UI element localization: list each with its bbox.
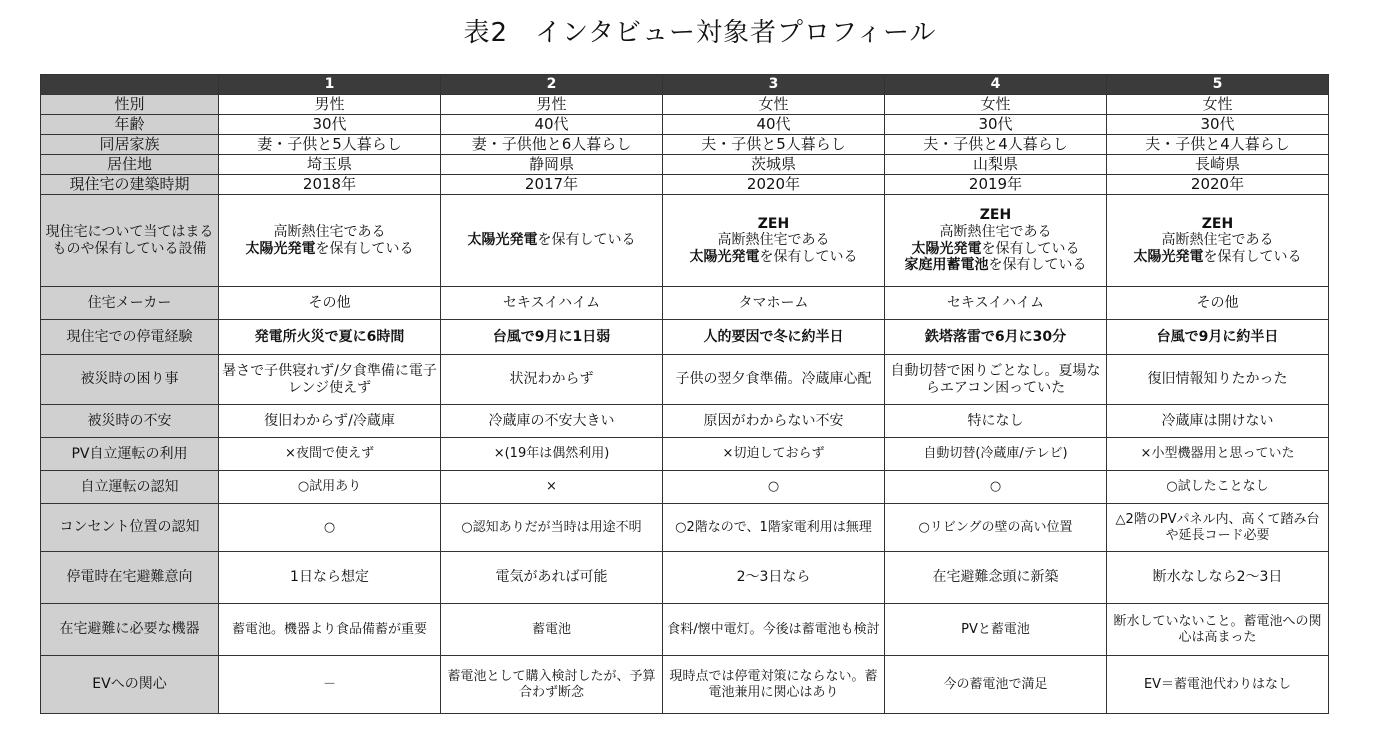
row-age bbox=[41, 115, 1329, 135]
cell-line: を保有している bbox=[759, 248, 858, 265]
cell-bold: 太陽光発電 bbox=[689, 248, 760, 265]
row-residence bbox=[41, 155, 1329, 175]
cell: 復旧情報知りたかった bbox=[1107, 355, 1329, 405]
row-label: 自立運転の認知 bbox=[41, 471, 219, 504]
cell: 2018年 bbox=[219, 175, 441, 195]
cell: 自動切替(冷蔵庫/テレビ) bbox=[885, 438, 1107, 471]
cell: PVと蓄電池 bbox=[885, 604, 1107, 656]
cell: セキスイハイム bbox=[441, 287, 663, 320]
row-label: 現住宅の建築時期 bbox=[41, 175, 219, 195]
cell: 女性 bbox=[885, 95, 1107, 115]
row-outlet bbox=[41, 504, 1329, 552]
row-label: コンセント位置の認知 bbox=[41, 504, 219, 552]
cell: 子供の翌夕食準備。冷蔵庫心配 bbox=[663, 355, 885, 405]
row-label: 停電時在宅避難意向 bbox=[41, 552, 219, 604]
cell bbox=[1107, 195, 1329, 287]
cell-line: 高断熱住宅である bbox=[717, 232, 830, 249]
row-label: 現住宅について当てはまるものや保有している設備 bbox=[41, 195, 219, 287]
cell: その他 bbox=[1107, 287, 1329, 320]
cell-bold: 太陽光発電 bbox=[467, 232, 538, 249]
row-label: 現住宅での停電経験 bbox=[41, 320, 219, 355]
header-col-4: 4 bbox=[885, 75, 1107, 95]
cell: 30代 bbox=[885, 115, 1107, 135]
cell: 蓄電池。機器より食品備蓄が重要 bbox=[219, 604, 441, 656]
cell: 冷蔵庫の不安大きい bbox=[441, 405, 663, 438]
cell-bold: ZEH bbox=[979, 207, 1012, 224]
cell: 夫・子供と4人暮らし bbox=[1107, 135, 1329, 155]
cell-line: 高断熱住宅である bbox=[273, 223, 386, 240]
row-pv-aware bbox=[41, 471, 1329, 504]
cell: 特になし bbox=[885, 405, 1107, 438]
cell: 食料/懐中電灯。今後は蓄電池も検討 bbox=[663, 604, 885, 656]
cell: ○試用あり bbox=[219, 471, 441, 504]
cell: ×夜間で使えず bbox=[219, 438, 441, 471]
cell-line: を保有している bbox=[981, 240, 1080, 257]
cell-bold: ZEH bbox=[1201, 215, 1234, 232]
row-equipment bbox=[41, 195, 1329, 287]
header-corner bbox=[41, 75, 219, 95]
cell: 2019年 bbox=[885, 175, 1107, 195]
header-col-2: 2 bbox=[441, 75, 663, 95]
cell: 静岡県 bbox=[441, 155, 663, 175]
cell-bold: 太陽光発電 bbox=[245, 240, 316, 257]
profile-table bbox=[40, 74, 1329, 714]
row-ev bbox=[41, 656, 1329, 714]
cell: 40代 bbox=[441, 115, 663, 135]
cell: 2020年 bbox=[663, 175, 885, 195]
cell: 男性 bbox=[441, 95, 663, 115]
table-title: 表2 インタビュー対象者プロフィール bbox=[463, 18, 937, 48]
cell: タマホーム bbox=[663, 287, 885, 320]
row-family bbox=[41, 135, 1329, 155]
cell: 山梨県 bbox=[885, 155, 1107, 175]
cell: EV＝蓄電池代わりはなし bbox=[1107, 656, 1329, 714]
cell: 人的要因で冬に約半日 bbox=[663, 320, 885, 355]
cell: 復旧わからず/冷蔵庫 bbox=[219, 405, 441, 438]
row-label: 被災時の不安 bbox=[41, 405, 219, 438]
cell: ×(19年は偶然利用) bbox=[441, 438, 663, 471]
cell: 妻・子供他と6人暮らし bbox=[441, 135, 663, 155]
cell: ×小型機器用と思っていた bbox=[1107, 438, 1329, 471]
row-label: 居住地 bbox=[41, 155, 219, 175]
cell-line: を保有している bbox=[537, 232, 636, 249]
cell: 台風で9月に約半日 bbox=[1107, 320, 1329, 355]
row-trouble bbox=[41, 355, 1329, 405]
cell: 40代 bbox=[663, 115, 885, 135]
cell: 電気があれば可能 bbox=[441, 552, 663, 604]
cell-line: を保有している bbox=[988, 257, 1087, 274]
cell: ○認知ありだが当時は用途不明 bbox=[441, 504, 663, 552]
header-col-5: 5 bbox=[1107, 75, 1329, 95]
cell bbox=[219, 195, 441, 287]
cell: 女性 bbox=[663, 95, 885, 115]
cell: 台風で9月に1日弱 bbox=[441, 320, 663, 355]
cell: － bbox=[219, 656, 441, 714]
row-anxiety bbox=[41, 405, 1329, 438]
cell: 2020年 bbox=[1107, 175, 1329, 195]
cell: 長崎県 bbox=[1107, 155, 1329, 175]
cell: 2～3日なら bbox=[663, 552, 885, 604]
cell-bold: 太陽光発電 bbox=[1133, 248, 1204, 265]
cell: 断水していないこと。蓄電池への関心は高まった bbox=[1107, 604, 1329, 656]
row-label: 年齢 bbox=[41, 115, 219, 135]
cell: その他 bbox=[219, 287, 441, 320]
cell-line: を保有している bbox=[315, 240, 414, 257]
cell: ○リビングの壁の高い位置 bbox=[885, 504, 1107, 552]
cell bbox=[663, 195, 885, 287]
cell: 蓄電池として購入検討したが、予算合わず断念 bbox=[441, 656, 663, 714]
row-stay bbox=[41, 552, 1329, 604]
cell: 埼玉県 bbox=[219, 155, 441, 175]
cell: ○ bbox=[885, 471, 1107, 504]
cell: 断水なしなら2～3日 bbox=[1107, 552, 1329, 604]
cell-line: を保有している bbox=[1203, 248, 1302, 265]
cell: ○試したことなし bbox=[1107, 471, 1329, 504]
cell: 発電所火災で夏に6時間 bbox=[219, 320, 441, 355]
cell: 妻・子供と5人暮らし bbox=[219, 135, 441, 155]
cell-line: 高断熱住宅である bbox=[1161, 232, 1274, 249]
cell: 30代 bbox=[219, 115, 441, 135]
cell: 夫・子供と4人暮らし bbox=[885, 135, 1107, 155]
header-col-3: 3 bbox=[663, 75, 885, 95]
row-gender bbox=[41, 95, 1329, 115]
cell: 蓄電池 bbox=[441, 604, 663, 656]
cell-bold: 家庭用蓄電池 bbox=[904, 257, 989, 274]
cell bbox=[885, 195, 1107, 287]
cell: セキスイハイム bbox=[885, 287, 1107, 320]
cell: 茨城県 bbox=[663, 155, 885, 175]
cell: ○2階なので、1階家電利用は無理 bbox=[663, 504, 885, 552]
row-outage bbox=[41, 320, 1329, 355]
row-label: 被災時の困り事 bbox=[41, 355, 219, 405]
cell: ○ bbox=[663, 471, 885, 504]
row-label: PV自立運転の利用 bbox=[41, 438, 219, 471]
cell: 冷蔵庫は開けない bbox=[1107, 405, 1329, 438]
cell: ○ bbox=[219, 504, 441, 552]
cell: 原因がわからない不安 bbox=[663, 405, 885, 438]
cell: 今の蓄電池で満足 bbox=[885, 656, 1107, 714]
cell: △2階のPVパネル内、高くて踏み台や延長コード必要 bbox=[1107, 504, 1329, 552]
cell: ×切迫しておらず bbox=[663, 438, 885, 471]
cell-bold: ZEH bbox=[757, 215, 790, 232]
row-pv-use bbox=[41, 438, 1329, 471]
cell: 30代 bbox=[1107, 115, 1329, 135]
cell: 夫・子供と5人暮らし bbox=[663, 135, 885, 155]
cell: 女性 bbox=[1107, 95, 1329, 115]
cell: 在宅避難念頭に新築 bbox=[885, 552, 1107, 604]
row-label: 在宅避難に必要な機器 bbox=[41, 604, 219, 656]
cell: 現時点では停電対策にならない。蓄電池兼用に関心はあり bbox=[663, 656, 885, 714]
cell: 男性 bbox=[219, 95, 441, 115]
cell: 状況わからず bbox=[441, 355, 663, 405]
cell: 自動切替で困りごとなし。夏場ならエアコン困っていた bbox=[885, 355, 1107, 405]
cell bbox=[441, 195, 663, 287]
row-maker bbox=[41, 287, 1329, 320]
row-label: 性別 bbox=[41, 95, 219, 115]
header-row bbox=[41, 75, 1329, 95]
row-label: 住宅メーカー bbox=[41, 287, 219, 320]
cell: × bbox=[441, 471, 663, 504]
cell: 鉄塔落雷で6月に30分 bbox=[885, 320, 1107, 355]
cell: 1日なら想定 bbox=[219, 552, 441, 604]
cell-line: 高断熱住宅である bbox=[939, 223, 1052, 240]
header-col-1: 1 bbox=[219, 75, 441, 95]
cell: 暑さで子供寝れず/夕食準備に電子レンジ使えず bbox=[219, 355, 441, 405]
row-built bbox=[41, 175, 1329, 195]
row-label: 同居家族 bbox=[41, 135, 219, 155]
row-needs bbox=[41, 604, 1329, 656]
row-label: EVへの関心 bbox=[41, 656, 219, 714]
cell-bold: 太陽光発電 bbox=[911, 240, 982, 257]
cell: 2017年 bbox=[441, 175, 663, 195]
